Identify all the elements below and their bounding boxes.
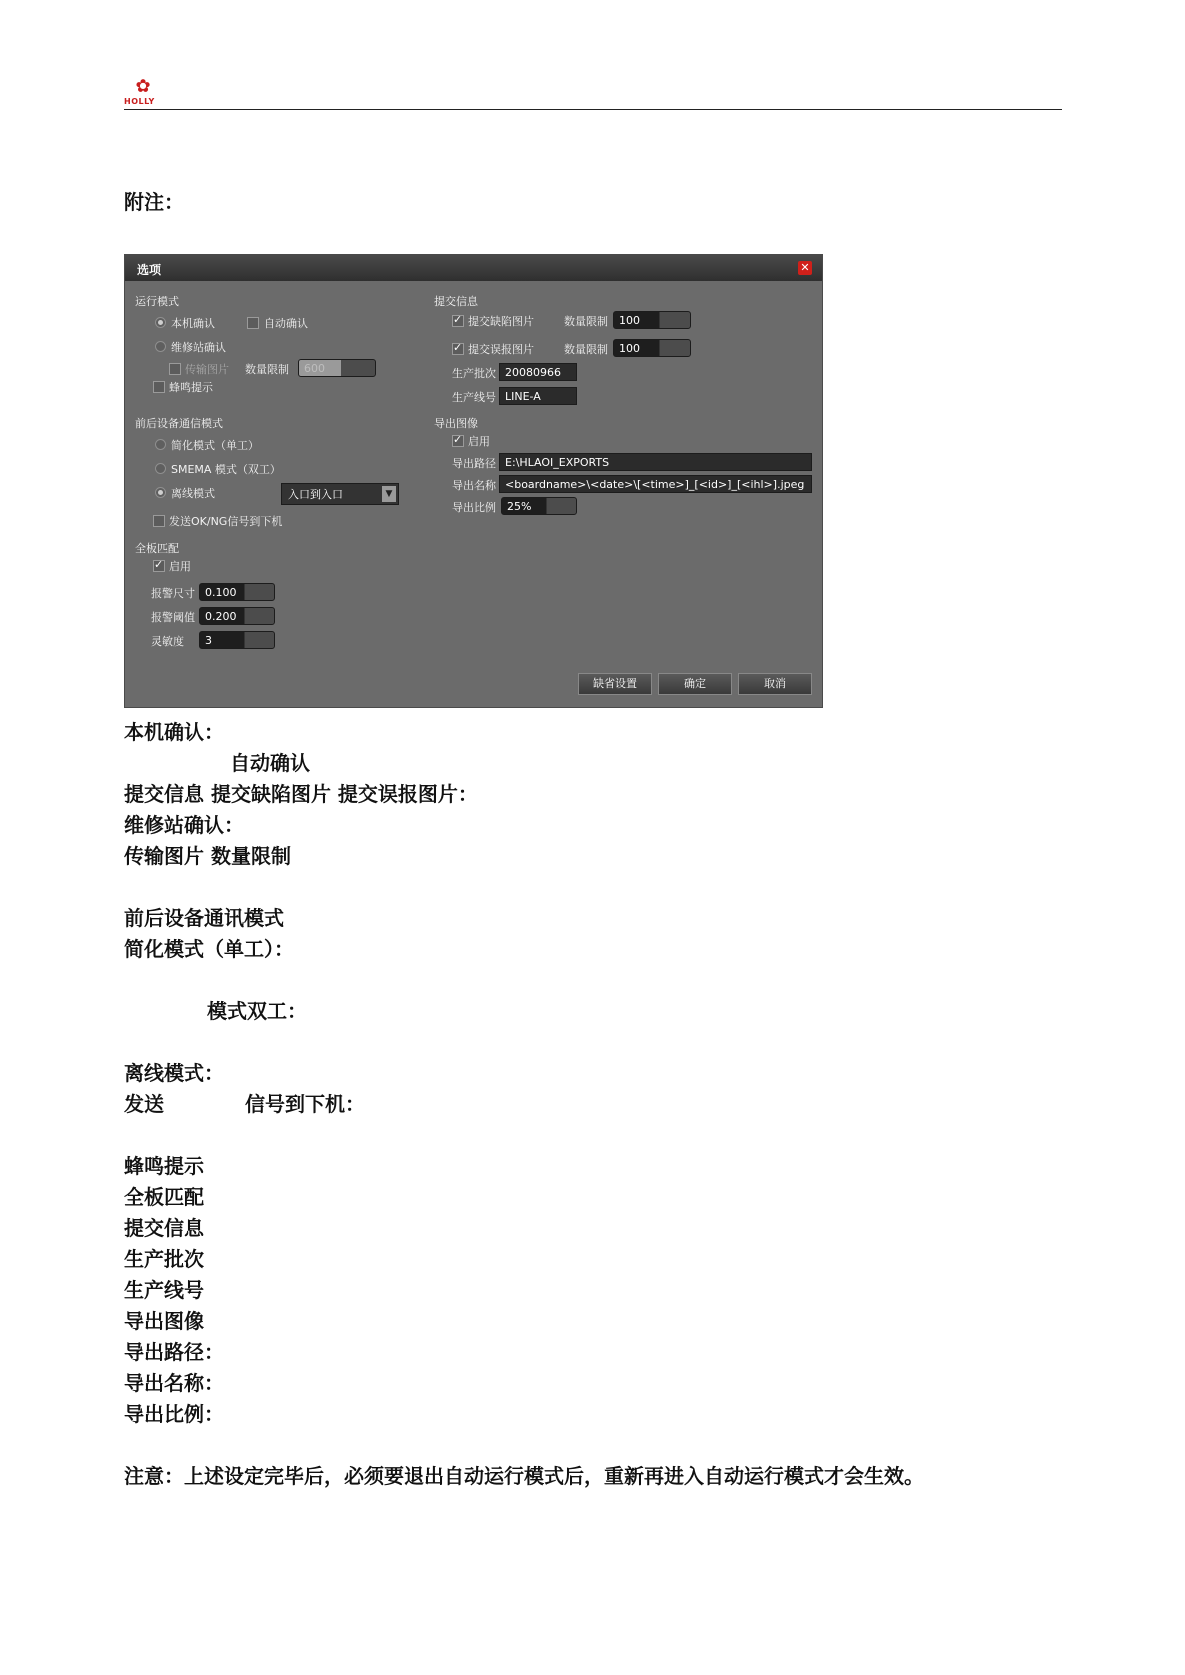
- alarm-threshold-label: 报警阈值: [151, 611, 195, 624]
- auto-confirm-label: 自动确认: [264, 317, 308, 330]
- board-match-enable-checkbox[interactable]: [153, 560, 165, 572]
- auto-confirm-checkbox[interactable]: [247, 317, 259, 329]
- note-line: 传输图片 数量限制: [124, 844, 291, 868]
- close-icon[interactable]: ✕: [798, 261, 812, 275]
- note-line: 蜂鸣提示: [124, 1154, 204, 1178]
- batch-input[interactable]: 20080966: [499, 363, 577, 381]
- note-line: 生产批次: [124, 1247, 204, 1271]
- simple-mode-radio[interactable]: [155, 439, 166, 450]
- false-limit-label: 数量限制: [564, 343, 608, 356]
- note-line: 提交信息: [124, 1216, 204, 1240]
- quantity-limit-label: 数量限制: [245, 363, 289, 376]
- export-enable-checkbox[interactable]: [452, 435, 464, 447]
- cancel-button[interactable]: 取消: [738, 673, 812, 695]
- heading: 附注：: [124, 190, 184, 214]
- run-mode-label: 运行模式: [135, 295, 179, 308]
- send-signal-checkbox[interactable]: [153, 515, 165, 527]
- note-line: 导出路径：: [124, 1340, 224, 1364]
- alarm-size-label: 报警尺寸: [151, 587, 195, 600]
- chevron-down-icon: ▼: [382, 486, 396, 502]
- dialog-titlebar: [125, 255, 822, 281]
- submit-false-label: 提交误报图片: [468, 343, 534, 356]
- logo-emblem-icon: ✿: [135, 76, 151, 97]
- export-image-label: 导出图像: [434, 417, 478, 430]
- export-ratio-label: 导出比例: [452, 501, 496, 514]
- note-line: 简化模式（单工）：: [124, 937, 294, 961]
- local-confirm-label: 本机确认: [171, 317, 215, 330]
- export-name-label: 导出名称: [452, 479, 496, 492]
- offline-mode-radio[interactable]: [155, 487, 166, 498]
- dialog-title: 选项: [137, 263, 162, 277]
- alarm-size-input[interactable]: 0.100: [199, 583, 275, 601]
- submit-false-checkbox[interactable]: [452, 343, 464, 355]
- line-label: 生产线号: [452, 391, 496, 404]
- repair-confirm-label: 维修站确认: [171, 341, 226, 354]
- footer-note: 注意：上述设定完毕后，必须要退出自动运行模式后，重新再进入自动运行模式才会生效。: [124, 1464, 924, 1488]
- holly-logo: [124, 78, 164, 108]
- export-path-label: 导出路径: [452, 457, 496, 470]
- alarm-threshold-input[interactable]: 0.200: [199, 607, 275, 625]
- board-match-enable-label: 启用: [169, 560, 191, 573]
- line-input[interactable]: LINE-A: [499, 387, 577, 405]
- smema-mode-radio[interactable]: [155, 463, 166, 474]
- offline-option-select[interactable]: [281, 483, 399, 505]
- smema-mode-label: SMEMA 模式（双工）: [171, 463, 281, 476]
- note-line: 导出图像: [124, 1309, 204, 1333]
- transfer-image-checkbox[interactable]: [169, 363, 181, 375]
- ok-button[interactable]: 确定: [658, 673, 732, 695]
- note-line: 导出名称：: [124, 1371, 224, 1395]
- simple-mode-label: 简化模式（单工）: [171, 439, 259, 452]
- logo-text: HOLLY: [124, 97, 155, 106]
- note-line: 自动确认: [230, 751, 310, 775]
- comm-mode-label: 前后设备通信模式: [135, 417, 223, 430]
- note-line: 模式双工：: [207, 999, 307, 1023]
- false-limit-input[interactable]: 100: [613, 339, 691, 357]
- note-line: 离线模式：: [124, 1061, 224, 1085]
- batch-label: 生产批次: [452, 367, 496, 380]
- defect-settings-button[interactable]: 缺省设置: [578, 673, 652, 695]
- sensitivity-label: 灵敏度: [151, 635, 184, 648]
- repair-confirm-radio[interactable]: [155, 341, 166, 352]
- export-name-input[interactable]: <boardname>\<date>\[<time>]_[<id>]_[<ihl>].jpeg: [499, 475, 812, 493]
- transfer-image-label: 传输图片: [185, 363, 229, 376]
- note-line: 导出比例：: [124, 1402, 224, 1426]
- export-ratio-input[interactable]: 25%: [501, 497, 577, 515]
- submit-defect-checkbox[interactable]: [452, 315, 464, 327]
- export-enable-label: 启用: [468, 435, 490, 448]
- send-signal-label: 发送OK/NG信号到下机: [169, 515, 283, 528]
- defect-limit-label: 数量限制: [564, 315, 608, 328]
- note-line: 维修站确认：: [124, 813, 244, 837]
- header-rule: [124, 109, 1062, 110]
- note-line: 本机确认：: [124, 720, 224, 744]
- buzzer-label: 蜂鸣提示: [169, 381, 213, 394]
- note-line: 信号到下机：: [245, 1092, 365, 1116]
- offline-option-value: 入口到入口: [288, 488, 343, 501]
- note-line: 全板匹配: [124, 1185, 204, 1209]
- submit-defect-label: 提交缺陷图片: [468, 315, 534, 328]
- board-match-label: 全板匹配: [135, 542, 179, 555]
- submit-info-label: 提交信息: [434, 295, 478, 308]
- buzzer-checkbox[interactable]: [153, 381, 165, 393]
- note-line: 前后设备通讯模式: [124, 906, 284, 930]
- local-confirm-radio[interactable]: [155, 317, 166, 328]
- quantity-limit-input[interactable]: 600: [298, 359, 376, 377]
- note-line: 提交信息 提交缺陷图片 提交误报图片：: [124, 782, 478, 806]
- note-line: 发送: [124, 1092, 164, 1116]
- sensitivity-input[interactable]: 3: [199, 631, 275, 649]
- note-line: 生产线号: [124, 1278, 204, 1302]
- defect-limit-input[interactable]: 100: [613, 311, 691, 329]
- options-dialog: [124, 254, 823, 708]
- export-path-input[interactable]: E:\HLAOI_EXPORTS: [499, 453, 812, 471]
- offline-mode-label: 离线模式: [171, 487, 215, 500]
